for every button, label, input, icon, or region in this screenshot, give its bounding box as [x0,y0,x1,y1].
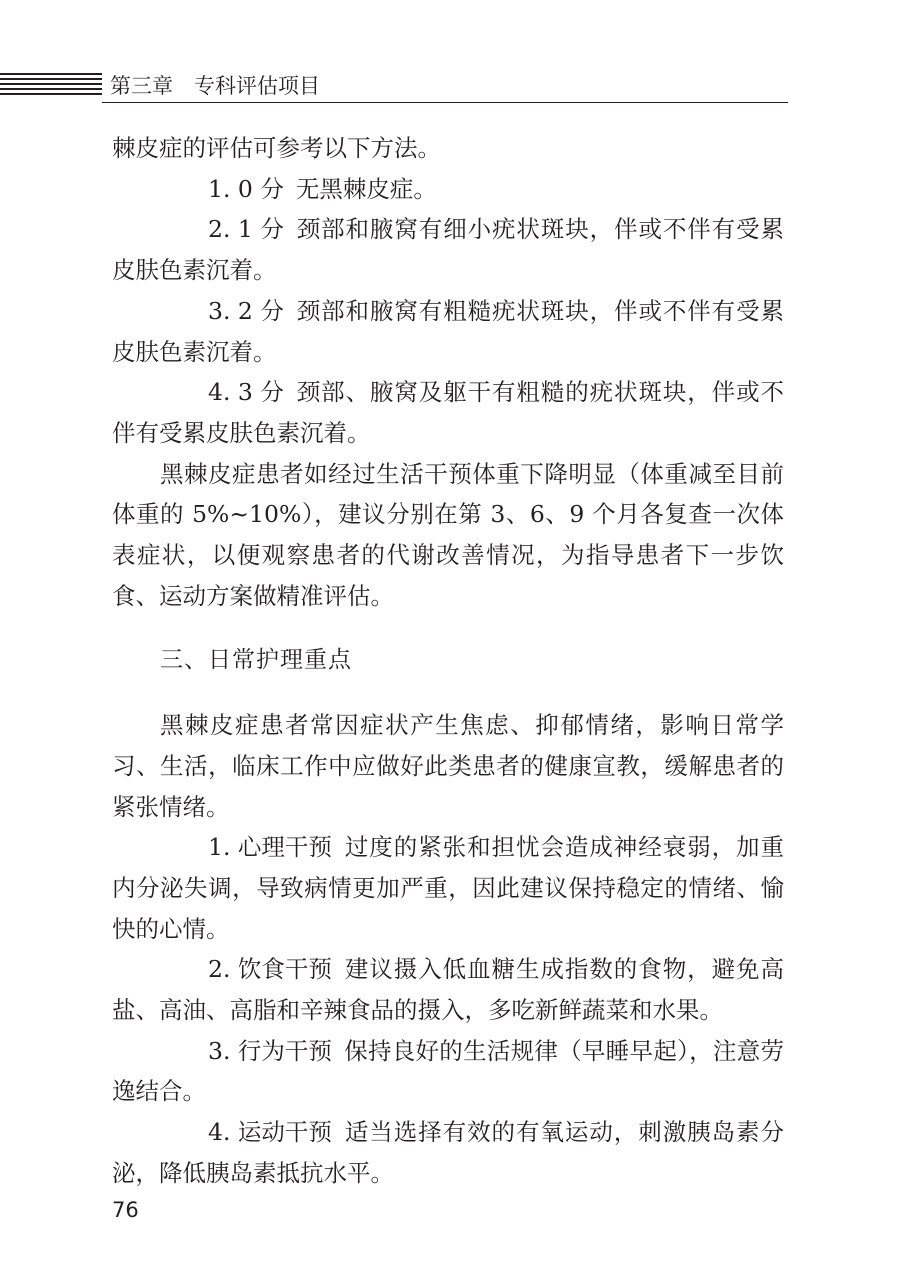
list-item: 4. 运动干预 适当选择有效的有氧运动，刺激胰岛素分泌，降低胰岛素抵抗水平。 [112,1118,784,1187]
running-header [0,68,900,104]
paragraph: 黑棘皮症患者常因症状产生焦虑、抑郁情绪，影响日常学习、生活，临床工作中应做好此类患者的健康宣教，缓解患者的紧张情绪。 [112,711,784,821]
section-heading: 三、日常护理重点 [160,647,352,674]
page-body [112,128,784,1194]
list-item: 3. 2 分 颈部和腋窝有粗糙疣状斑块，伴或不伴有受累皮肤色素沉着。 [112,296,784,366]
paragraph: 棘皮症的评估可参考以下方法。 [112,134,441,162]
header-underline [102,102,788,103]
list-item: 4. 3 分 颈部、腋窝及躯干有粗糙的疣状斑块，伴或不伴有受累皮肤色素沉着。 [112,378,784,447]
chapter-title: 第三章 专科评估项目 [110,74,320,98]
list-item: 3. 行为干预 保持良好的生活规律（早睡早起），注意劳逸结合。 [112,1036,784,1106]
list-item: 1. 心理干预 过度的紧张和担忧会造成神经衰弱，加重内分泌失调，导致病情更加严重，因此建议保持稳定的情绪、愉快的心情。 [112,833,784,943]
page-number: 76 [112,1198,139,1222]
header-decorative-rules [0,73,102,98]
list-item: 2. 饮食干预 建议摄入低血糖生成指数的食物，避免高盐、高油、高脂和辛辣食品的摄入，多吃新鲜蔬菜和水果。 [112,955,784,1025]
list-item: 2. 1 分 颈部和腋窝有细小疣状斑块，伴或不伴有受累皮肤色素沉着。 [112,215,784,285]
paragraph: 黑棘皮症患者如经过生活干预体重下降明显（体重减至目前体重的 5%~10%），建议分别在第 3、6、9 个月各复查一次体表症状，以便观察患者的代谢改善情况，为指导患者下一步饮食、运动方案做精准评估。 [112,459,784,610]
list-item: 1. 0 分 无黑棘皮症。 [208,174,437,203]
